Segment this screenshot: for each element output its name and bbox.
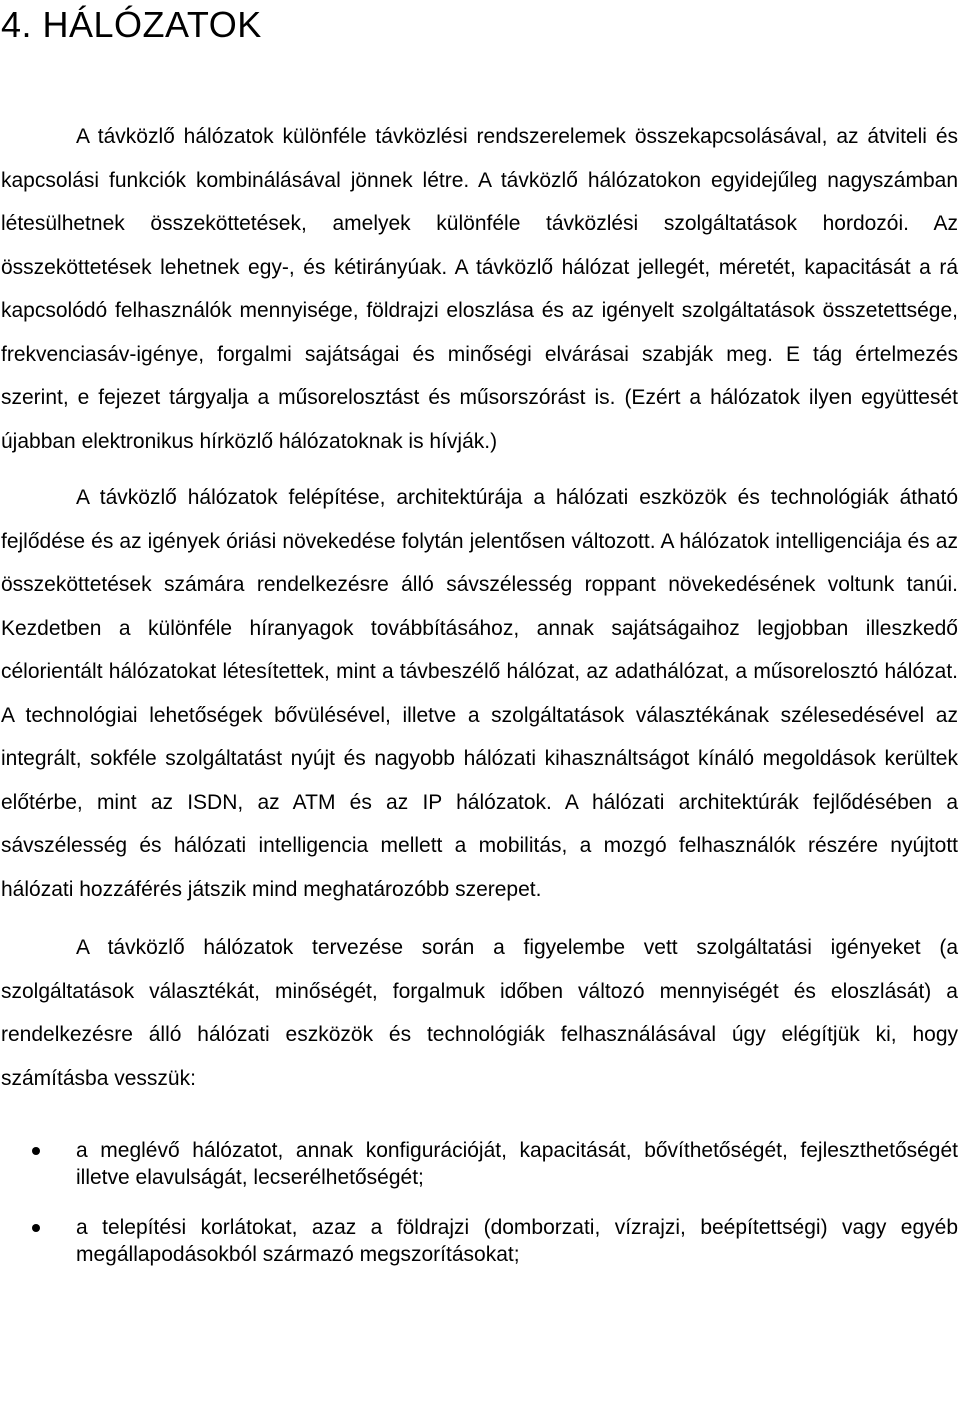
list-item (1, 1214, 958, 1268)
bullet-icon (32, 1224, 40, 1232)
chapter-heading: 4. HÁLÓZATOK (1, 4, 262, 45)
paragraph-network-planning: A távközlő hálózatok tervezése során a figyelembe vett szolgáltatási igényeket (a szolgáltatások választékát, minőségét, forgalmuk időben változó mennyiségét és eloszlását) a rendelkezésre álló hálózati eszközök és technológiák felhasználásával úgy elégítjük ki, hogy számításba vesszük: (1, 936, 958, 1090)
list-item-text: a meglévő hálózatot, annak konfigurációját, kapacitását, bővíthetőségét, fejleszthetőségét illetve elavulságát, lecserélhetőségét; (76, 1139, 958, 1189)
paragraph-network-evolution: A távközlő hálózatok felépítése, architektúrája a hálózati eszközök és technológiák átható fejlődése és az igények óriási növekedése folytán jelentősen változott. A hálózatok intelligenciája és az összeköttetések számára rendelkezésre álló sávszélesség roppant növekedésének voltunk tanúi. Kezdetben a különféle híranyagok továbbításához, annak sajátságaihoz legjobban illeszkedő célorientált hálózatokat létesítettek, mint a távbeszélő hálózat, az adathálózat, a műsorelosztó hálózat. A technológiai lehetőségek bővülésével, illetve a szolgáltatások választékának szélesedésével az integrált, sokféle szolgáltatást nyújt és nagyobb hálózati kihasználtságot kínáló megoldások kerültek előtérbe, mint az ISDN, az ATM és az IP hálózatok. A hálózati architektúrák fejlődésében a sávszélesség és hálózati intelligencia mellett a mobilitás, a mozgó felhasználók részére nyújtott hálózati hozzáférés játszik mind meghatározóbb szerepet. (1, 486, 958, 901)
bullet-icon (32, 1147, 40, 1155)
planning-considerations-list (1, 1137, 958, 1268)
list-item (1, 1137, 958, 1191)
paragraph-network-definition: A távközlő hálózatok különféle távközlési rendszerelemek összekapcsolásával, az átviteli és kapcsolási funkciók kombinálásával jönnek létre. A távközlő hálózatokon egyidejűleg nagyszámban létesülhetnek összeköttetések, amelyek különféle távközlési szolgáltatások hordozói. Az összeköttetések lehetnek egy-, és kétirányúak. A távközlő hálózat jellegét, méretét, kapacitását a rá kapcsolódó felhasználók mennyisége, földrajzi eloszlása és az igényelt szolgáltatások összetettsége, frekvenciasáv-igénye, forgalmi sajátságai és minőségi elvárásai szabják meg. E tág értelmezés szerint, e fejezet tárgyalja a műsorelosztást és műsorszórást is. (Ezért a hálózatok ilyen együttesét újabban elektronikus hírközlő hálózatoknak is hívják.) (1, 125, 958, 453)
list-item-text: a telepítési korlátokat, azaz a földrajzi (domborzati, vízrajzi, beépítettségi) vagy egyéb megállapodásokból származó megszorításokat; (76, 1216, 958, 1266)
